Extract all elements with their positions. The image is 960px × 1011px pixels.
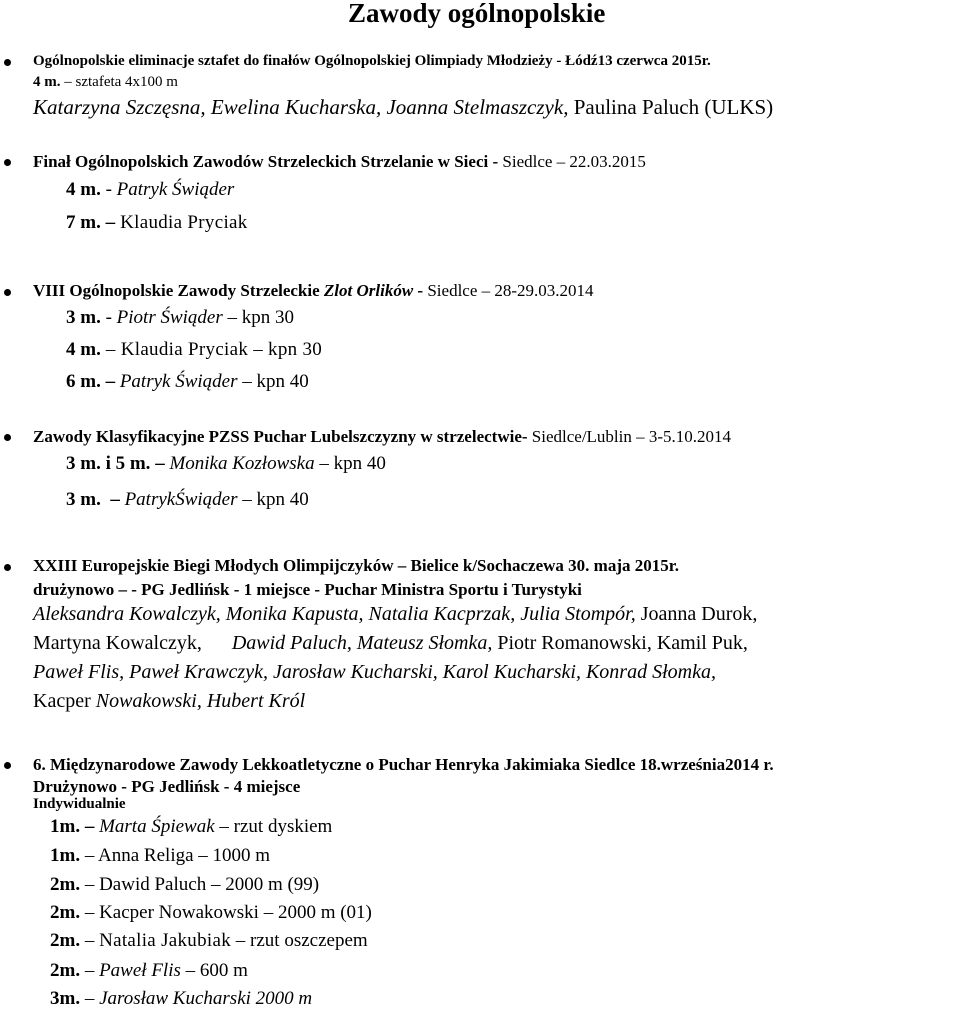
section-6-indiv-label: Indywidualnie bbox=[33, 796, 126, 812]
heading-tail: Siedlce/Lublin – 3-5.10.2014 bbox=[531, 427, 732, 446]
result-event: 2000 m bbox=[250, 988, 313, 1009]
result-place: 3 m. bbox=[66, 489, 101, 510]
names-italic: Katarzyna Szczęsna, Ewelina Kucharska, Joanna Stelmaszczyk, bbox=[33, 95, 569, 119]
names-a: Martyna Kowalczyk, bbox=[33, 632, 202, 654]
heading-bold: VIII Ogólnopolskie Zawody Strzeleckie bbox=[33, 281, 320, 300]
result-row: 2m. – Paweł Flis – 600 m bbox=[50, 960, 248, 981]
result-event: – sztafeta 4x100 m bbox=[60, 74, 178, 90]
heading-bold: Finał Ogólnopolskich Zawodów Strzeleckich Strzelanie w Sieci - bbox=[33, 152, 499, 171]
section-4-result-2 bbox=[66, 489, 309, 511]
names-italic: Aleksandra Kowalczyk, Monika Kapusta, Natalia Kacprzak, Julia Stompór, bbox=[33, 603, 636, 625]
result-place: 2m. bbox=[50, 874, 81, 895]
section-1-names bbox=[33, 95, 773, 120]
result-place: 7 m. bbox=[66, 212, 101, 233]
result-place: 2m. bbox=[50, 930, 81, 951]
section-2-heading bbox=[33, 152, 646, 172]
result-place: 4 m. bbox=[66, 339, 101, 360]
result-place: 6 m. bbox=[66, 371, 101, 392]
result-place: 1m. bbox=[50, 845, 81, 866]
bullet-icon bbox=[4, 289, 11, 296]
result-event: – 2000 m (01) bbox=[258, 902, 372, 923]
result-name: Jarosław Kucharski bbox=[99, 988, 251, 1009]
section-5-names-2 bbox=[33, 632, 748, 655]
names-b: Dawid Paluch, Mateusz Słomka, bbox=[231, 632, 493, 654]
names-b: Nowakowski, Hubert Król bbox=[95, 690, 306, 712]
result-row: 2m. – Natalia Jakubiak – rzut oszczepem bbox=[50, 930, 368, 951]
section-3-heading bbox=[33, 281, 594, 301]
names-tail: Paulina Paluch (ULKS) bbox=[573, 95, 774, 119]
result-tail: – kpn 40 bbox=[314, 453, 386, 474]
result-name: Kacper Nowakowski bbox=[99, 902, 259, 923]
result-event: – 1000 m bbox=[193, 845, 271, 866]
section-2-result-1 bbox=[66, 179, 234, 201]
result-tail: – kpn 30 bbox=[222, 307, 294, 328]
result-dash: – bbox=[100, 371, 116, 392]
result-place: 2m. bbox=[50, 960, 81, 981]
section-5-names-1 bbox=[33, 603, 757, 626]
heading-italic: Zlot Orlików bbox=[323, 281, 414, 300]
result-event: – 2000 m (99) bbox=[206, 874, 320, 895]
result-name: – Klaudia Pryciak – kpn 30 bbox=[100, 339, 323, 360]
section-2-result-2 bbox=[66, 212, 248, 234]
section-1-result bbox=[33, 74, 178, 91]
section-5-team-line: drużynowo – - PG Jedlińsk - 1 miejsce - Puchar Ministra Sportu i Turystyki bbox=[33, 580, 582, 599]
section-5-heading: XXIII Europejskie Biegi Młodych Olimpijczyków – Bielice k/Sochaczewa 30. maja 2015r. bbox=[33, 556, 679, 575]
result-place: 3m. bbox=[50, 988, 81, 1009]
result-place: 1m. bbox=[50, 816, 81, 837]
result-place: 3 m. bbox=[66, 307, 101, 328]
heading-tail: Siedlce – 28-29.03.2014 bbox=[427, 281, 594, 300]
heading-bold: Zawody Klasyfikacyjne PZSS Puchar Lubelszczyzny w strzelectwie- bbox=[33, 427, 528, 446]
page-title: Zawody ogólnopolskie bbox=[348, 0, 606, 28]
bullet-icon bbox=[4, 159, 11, 166]
result-row: 3m. – Jarosław Kucharski 2000 m bbox=[50, 988, 313, 1009]
result-row: 2m. – Dawid Paluch – 2000 m (99) bbox=[50, 874, 320, 895]
heading-tail: Siedlce – 22.03.2015 bbox=[502, 152, 646, 171]
result-tail: – kpn 40 bbox=[237, 371, 309, 392]
section-5-names-4 bbox=[33, 690, 305, 713]
result-dash: – bbox=[150, 453, 165, 474]
result-row: 1m. – Anna Religa – 1000 m bbox=[50, 845, 271, 866]
section-5-names-3: Paweł Flis, Paweł Krawczyk, Jarosław Kucharski, Karol Kucharski, Konrad Słomka, bbox=[33, 661, 716, 683]
result-dash: – bbox=[100, 212, 116, 233]
result-tail: – kpn 40 bbox=[237, 489, 309, 510]
result-name: Dawid Paluch bbox=[99, 874, 207, 895]
result-name: Natalia Jakubiak bbox=[99, 930, 232, 951]
result-row: 2m. – Kacper Nowakowski – 2000 m (01) bbox=[50, 902, 372, 923]
result-row: 1m. – Marta Śpiewak – rzut dyskiem bbox=[50, 816, 333, 837]
result-name: PatrykŚwiąder bbox=[119, 489, 238, 510]
result-place: 4 m. bbox=[33, 74, 61, 90]
result-name: Anna Religa bbox=[98, 845, 194, 866]
result-name: Patryk Świąder bbox=[115, 371, 238, 392]
result-place: 3 m. i 5 m. bbox=[66, 453, 151, 474]
result-name: Klaudia Pryciak bbox=[115, 212, 248, 233]
result-event: – rzut oszczepem bbox=[231, 930, 368, 951]
result-name: - Patryk Świąder bbox=[100, 179, 235, 200]
section-4-heading bbox=[33, 427, 731, 447]
heading-sep: - bbox=[413, 281, 428, 300]
bullet-icon bbox=[4, 434, 11, 441]
result-event: – 600 m bbox=[180, 960, 248, 981]
result-event: – rzut dyskiem bbox=[214, 816, 333, 837]
result-dash: – bbox=[105, 489, 120, 510]
result-name: Marta Śpiewak bbox=[99, 816, 215, 837]
result-place: 2m. bbox=[50, 902, 81, 923]
bullet-icon bbox=[4, 762, 11, 769]
names-tail: Joanna Durok, bbox=[640, 603, 758, 625]
section-3-result-1 bbox=[66, 307, 294, 329]
section-1-heading: Ogólnopolskie eliminacje sztafet do finałów Ogólnopolskiej Olimpiady Młodzieży - Łódź13 czerwca 2015r. bbox=[33, 53, 711, 69]
bullet-icon bbox=[4, 564, 11, 571]
result-name: - Piotr Świąder bbox=[100, 307, 223, 328]
section-4-result-1 bbox=[66, 453, 386, 475]
section-6-team-line: Drużynowo - PG Jedlińsk - 4 miejsce bbox=[33, 777, 301, 796]
names-c: Piotr Romanowski, Kamil Puk, bbox=[497, 632, 748, 654]
bullet-icon bbox=[4, 59, 11, 66]
section-3-result-2 bbox=[66, 339, 322, 361]
result-place: 4 m. bbox=[66, 179, 101, 200]
section-3-result-3 bbox=[66, 371, 309, 393]
result-name: Monika Kozłowska bbox=[164, 453, 315, 474]
names-a: Kacper bbox=[33, 690, 91, 712]
result-name: Paweł Flis bbox=[99, 960, 181, 981]
section-6-heading: 6. Międzynarodowe Zawody Lekkoatletyczne o Puchar Henryka Jakimiaka Siedlce 18.września2014 r. bbox=[33, 755, 774, 774]
